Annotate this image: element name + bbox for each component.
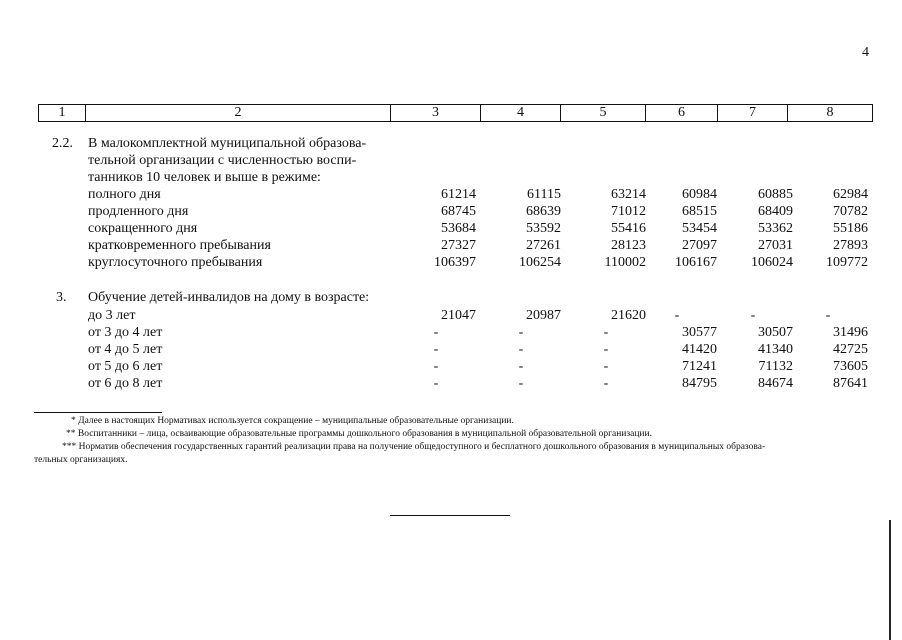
section-22-value-col-7: 53362: [758, 221, 793, 236]
section-22-row-label: круглосуточного пребывания: [88, 255, 263, 270]
section-3-value-col-4: 20987: [526, 308, 561, 323]
header-col-5: 5: [561, 105, 646, 121]
section-22-row-label: полного дня: [88, 187, 161, 202]
section-22-value-col-6: 68515: [682, 204, 717, 219]
section-3-value-col-6: 71241: [682, 359, 717, 374]
section-22-value-col-4: 68639: [526, 204, 561, 219]
section-22-value-col-3: 68745: [441, 204, 476, 219]
section-22-value-col-3: 53684: [441, 221, 476, 236]
section-22-value-col-6: 60984: [682, 187, 717, 202]
section-22-value-col-7: 27031: [758, 238, 793, 253]
section-22-value-col-8: 27893: [833, 238, 868, 253]
page-number: 4: [862, 45, 869, 60]
section-22-value-col-8: 62984: [833, 187, 868, 202]
section-3-value-col-4: -: [518, 342, 524, 357]
section-22-value-col-6: 27097: [682, 238, 717, 253]
section-3-value-col-4: -: [518, 376, 524, 391]
section-3-value-col-8: 87641: [833, 376, 868, 391]
header-col-2: 2: [86, 105, 391, 121]
section-3-row-label: от 4 до 5 лет: [88, 342, 163, 357]
header-col-6: 6: [646, 105, 718, 121]
section-22-title-line-2: тельной организации с численностью воспи-: [88, 153, 357, 168]
section-22-value-col-5: 110002: [604, 255, 646, 270]
section-3-number: 3.: [56, 290, 67, 305]
section-22-value-col-4: 27261: [526, 238, 561, 253]
section-3-value-col-5: 21620: [611, 308, 646, 323]
header-col-4: 4: [481, 105, 561, 121]
section-22-value-col-7: 106024: [751, 255, 793, 270]
section-22-value-col-3: 27327: [441, 238, 476, 253]
section-3-value-col-8: 42725: [833, 342, 868, 357]
section-3-value-col-6: 30577: [682, 325, 717, 340]
section-22-value-col-6: 53454: [682, 221, 717, 236]
header-col-3: 3: [391, 105, 481, 121]
section-3-row-label: до 3 лет: [88, 308, 136, 323]
footnote-1: * Далее в настоящих Нормативах используется сокращение – муниципальные образовательные организации.: [71, 416, 514, 426]
section-3-value-col-3: -: [433, 342, 439, 357]
section-3-value-col-3: -: [433, 376, 439, 391]
section-22-value-col-8: 109772: [826, 255, 868, 270]
section-3-value-col-8: 73605: [833, 359, 868, 374]
section-22-value-col-3: 106397: [434, 255, 476, 270]
section-22-value-col-5: 55416: [611, 221, 646, 236]
section-3-title: Обучение детей-инвалидов на дому в возрасте:: [88, 290, 370, 305]
section-3-value-col-4: -: [518, 325, 524, 340]
section-22-value-col-5: 63214: [611, 187, 646, 202]
section-22-value-col-7: 60885: [758, 187, 793, 202]
section-3-row-label: от 3 до 4 лет: [88, 325, 163, 340]
header-col-7: 7: [718, 105, 788, 121]
section-22-value-col-4: 61115: [527, 187, 561, 202]
table-header-row: [38, 104, 873, 122]
section-22-value-col-5: 28123: [611, 238, 646, 253]
footnote-2: ** Воспитанники – лица, осваивающие образовательные программы дошкольного образования в муниципальной образовательной организации.: [66, 429, 652, 439]
end-rule: [390, 515, 510, 516]
section-3-value-col-5: -: [603, 325, 609, 340]
section-22-value-col-8: 70782: [833, 204, 868, 219]
section-3-value-col-3: -: [433, 325, 439, 340]
section-3-row-label: от 5 до 6 лет: [88, 359, 163, 374]
section-22-title-line-1: В малокомплектной муниципальной образова-: [88, 136, 367, 151]
section-3-value-col-4: -: [518, 359, 524, 374]
footnote-3-cont: тельных организациях.: [34, 455, 128, 465]
section-22-row-label: сокращенного дня: [88, 221, 198, 236]
section-22-row-label: продленного дня: [88, 204, 189, 219]
section-3-value-col-7: 71132: [758, 359, 793, 374]
section-3-value-col-5: -: [603, 376, 609, 391]
footnote-3: *** Норматив обеспечения государственных гарантий реализации права на получение общедоступного и бесплатного дошкольного образования в муниципальных образова-: [62, 442, 766, 452]
section-22-value-col-7: 68409: [758, 204, 793, 219]
page-edge-shadow: [889, 520, 891, 640]
section-3-value-col-6: 84795: [682, 376, 717, 391]
section-3-value-col-6: 41420: [682, 342, 717, 357]
section-22-value-col-4: 106254: [519, 255, 561, 270]
section-22-value-col-5: 71012: [611, 204, 646, 219]
section-3-value-col-3: -: [433, 359, 439, 374]
section-22-value-col-6: 106167: [675, 255, 717, 270]
section-3-value-col-8: -: [825, 308, 831, 323]
header-col-1: 1: [39, 105, 86, 121]
section-22-number: 2.2.: [52, 136, 73, 151]
section-3-value-col-7: 41340: [758, 342, 793, 357]
section-3-value-col-7: 84674: [758, 376, 793, 391]
section-3-value-col-7: 30507: [758, 325, 793, 340]
section-22-row-label: кратковременного пребывания: [88, 238, 271, 253]
footnote-rule: [34, 412, 162, 413]
section-22-title-line-3: танников 10 человек и выше в режиме:: [88, 170, 321, 185]
section-3-row-label: от 6 до 8 лет: [88, 376, 163, 391]
section-22-value-col-4: 53592: [526, 221, 561, 236]
section-3-value-col-5: -: [603, 342, 609, 357]
section-3-value-col-5: -: [603, 359, 609, 374]
section-22-value-col-3: 61214: [441, 187, 476, 202]
section-3-value-col-3: 21047: [441, 308, 476, 323]
section-3-value-col-6: -: [674, 308, 680, 323]
section-22-value-col-8: 55186: [833, 221, 868, 236]
header-col-8: 8: [826, 105, 834, 120]
section-3-value-col-8: 31496: [833, 325, 868, 340]
section-3-value-col-7: -: [750, 308, 756, 323]
